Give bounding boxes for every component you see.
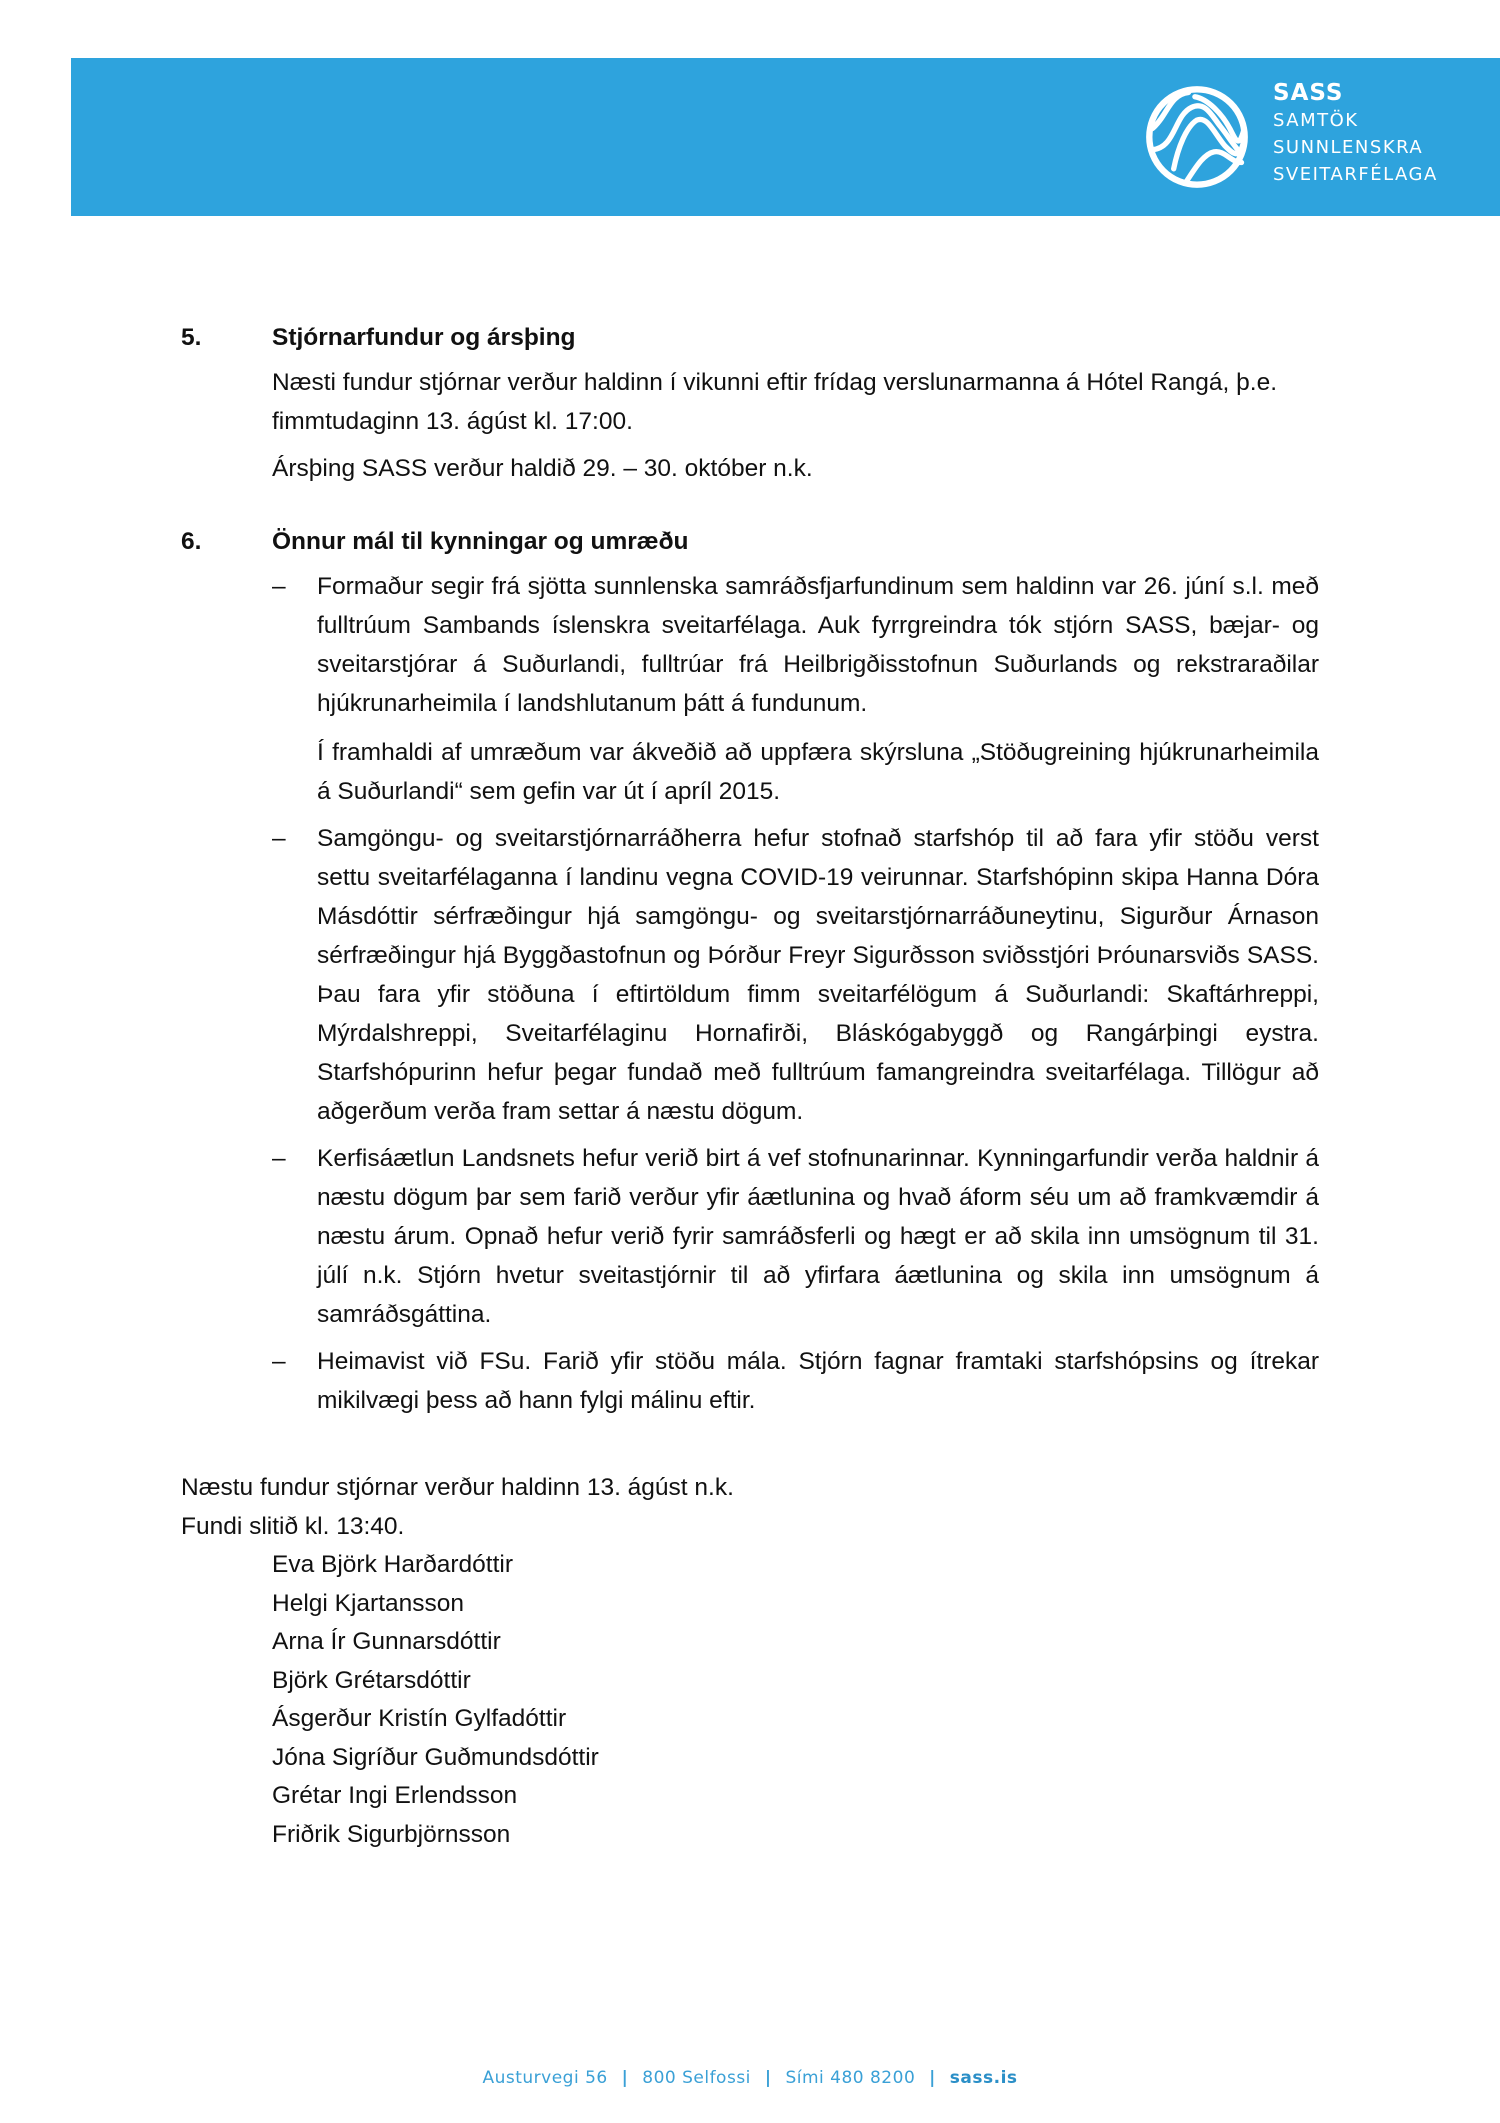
- section-5: [181, 318, 1319, 488]
- signatory: Grétar Ingi Erlendsson: [272, 1782, 518, 1809]
- section-heading: [181, 318, 1319, 357]
- section-6: [181, 522, 1319, 1420]
- section-number: 6.: [181, 528, 202, 555]
- signatory: Friðrik Sigurbjörnsson: [272, 1820, 511, 1848]
- section-body: [272, 363, 1319, 488]
- adjournment-note: Fundi slitið kl. 13:40.: [181, 1513, 405, 1540]
- list-item: [272, 819, 1319, 1131]
- footer-separator: |: [621, 2068, 629, 2088]
- footer-website-link[interactable]: sass.is: [949, 2068, 1018, 2088]
- sass-logo-icon: [1144, 84, 1250, 190]
- signatory: Jóna Sigríður Guðmundsdóttir: [272, 1743, 599, 1771]
- signatory: Ásgerður Kristín Gylfadóttir: [272, 1705, 567, 1732]
- footer-postal: 800 Selfossi: [642, 2068, 751, 2088]
- dash-bullet-icon: –: [272, 1348, 286, 1375]
- brand-name: SASS: [1273, 80, 1344, 106]
- list-item: [272, 1139, 1319, 1334]
- document-body: [181, 318, 1319, 1854]
- footer-phone: Sími 480 8200: [785, 2068, 916, 2088]
- section-heading: [181, 522, 1319, 561]
- next-meeting-note: Næstu fundur stjórnar verður haldinn 13. ágúst n.k.: [181, 1474, 734, 1501]
- footer: [0, 2068, 1500, 2088]
- signatory-list: [272, 1546, 1319, 1854]
- paragraph: Samgöngu- og sveitarstjórnarráðherra hefur stofnað starfshóp til að fara yfir stöðu verst settu sveitarfélaganna í landinu vegna COVID-19 veirunnar. Starfshópinn skipa Hanna Dóra Másdóttir sérfræðingur hjá samgöngu- og sveitarstjórnarráðuneytinu, Sigurður Árnason sérfræðingur hjá Byggðastofnun og Þórður Freyr Sigurðsson sviðsstjóri Þróunarsviðs SASS. Þau fara yfir stöðuna í eftirtöldum fimm sveitarfélögum á Suðurlandi: Skaftárhreppi, Mýrdalshreppi, Sveitarfélaginu Hornafirði, Bláskógabyggð og Rangárþingi eystra. Starfshópurinn hefur þegar fundað með fulltrúum famangreindra sveitarfélaga. Tillögur að aðgerðum verða fram settar á næstu dögum.: [317, 825, 1319, 1125]
- dash-bullet-icon: –: [272, 1145, 286, 1172]
- section-title: Stjórnarfundur og ársþing: [272, 324, 576, 351]
- brand-line: SAMTÖK: [1273, 110, 1359, 131]
- footer-address: Austurvegi 56: [482, 2068, 608, 2088]
- footer-separator: |: [929, 2068, 936, 2088]
- brand-line: SVEITARFÉLAGA: [1273, 164, 1438, 185]
- section-title: Önnur mál til kynningar og umræðu: [272, 528, 689, 555]
- list-item: [272, 567, 1319, 811]
- signatory: Arna Ír Gunnarsdóttir: [272, 1628, 501, 1655]
- signatory: Björk Grétarsdóttir: [272, 1666, 471, 1694]
- closing: [181, 1468, 1319, 1854]
- dash-bullet-icon: –: [272, 825, 286, 852]
- paragraph: Formaður segir frá sjötta sunnlenska samráðsfjarfundinum sem haldinn var 26. júní s.l. með fulltrúum Sambands íslenskra sveitarfélaga. Auk fyrrgreindra tók stjórn SASS, bæjar- og sveitarstjórar á Suðurlandi, fulltrúar frá Heilbrigðisstofnun Suðurlands og rekstraraðilar hjúkrunarheimila í landshlutanum þátt á fundunum.: [317, 573, 1319, 717]
- paragraph: Ársþing SASS verður haldið 29. – 30. október n.k.: [272, 455, 813, 482]
- signatory: Eva Björk Harðardóttir: [272, 1551, 514, 1578]
- paragraph: Kerfisáætlun Landsnets hefur verið birt á vef stofnunarinnar. Kynningarfundir verða haldnir á næstu dögum þar sem farið verður yfir áætlunina og hvað áform séu um að framkvæmdir á næstu árum. Opnað hefur verið fyrir samráðsferli og hægt er að skila inn umsögnum til 31. júlí n.k. Stjórn hvetur sveitastjórnir til að yfirfara áætlunina og skila inn umsögnum á samráðsgáttina.: [317, 1145, 1319, 1328]
- paragraph: Í framhaldi af umræðum var ákveðið að uppfæra skýrsluna „Stöðugreining hjúkrunarheimila á Suðurlandi“ sem gefin var út í apríl 2015.: [317, 739, 1319, 805]
- signatory: Helgi Kjartansson: [272, 1589, 465, 1617]
- brand-text: [1273, 80, 1438, 188]
- section-number: 5.: [181, 324, 202, 351]
- list-item: [272, 1342, 1319, 1420]
- paragraph: Næsti fundur stjórnar verður haldinn í vikunni eftir frídag verslunarmanna á Hótel Rangá, þ.e. fimmtudaginn 13. ágúst kl. 17:00.: [272, 369, 1278, 435]
- paragraph: Heimavist við FSu. Farið yfir stöðu mála. Stjórn fagnar framtaki starfshópsins og ítrekar mikilvægi þess að hann fylgi málinu eftir.: [317, 1348, 1319, 1414]
- footer-separator: |: [764, 2068, 772, 2088]
- bullet-list: [272, 567, 1319, 1420]
- dash-bullet-icon: –: [272, 573, 286, 600]
- brand-line: SUNNLENSKRA: [1273, 137, 1424, 158]
